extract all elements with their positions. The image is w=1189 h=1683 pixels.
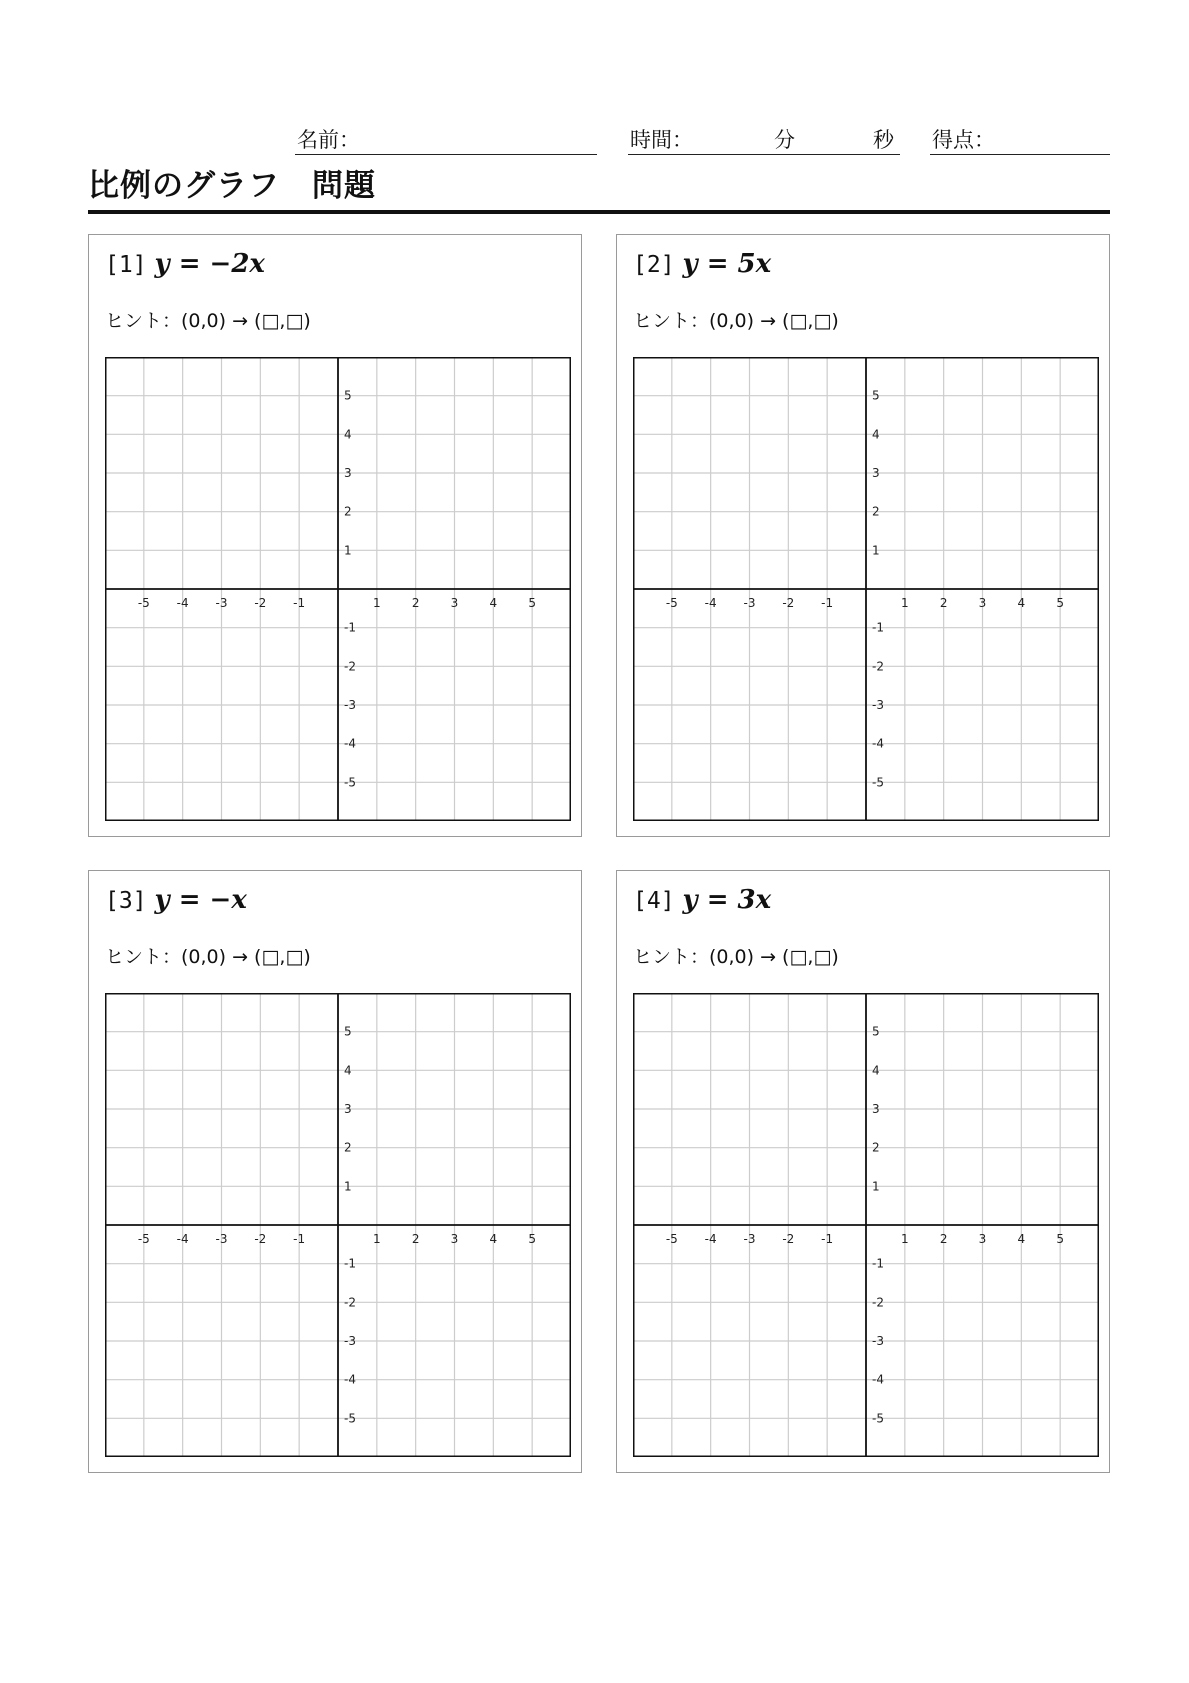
x-tick-label: -4 xyxy=(704,1232,717,1246)
problem-equation: y = −2x xyxy=(154,249,265,279)
x-tick-label: 2 xyxy=(939,596,948,610)
problem-heading xyxy=(633,885,771,915)
x-tick-label: -4 xyxy=(176,596,189,610)
y-tick-label: -3 xyxy=(344,1334,356,1348)
y-tick-label: 4 xyxy=(872,1063,880,1078)
x-tick-label: -1 xyxy=(293,1232,306,1246)
problem-heading xyxy=(633,249,771,279)
coordinate-grid[interactable] xyxy=(633,993,1099,1457)
minutes-label: 分 xyxy=(774,128,795,152)
time-label: 時間： xyxy=(630,128,693,152)
y-tick-label: 1 xyxy=(344,1179,352,1194)
x-tick-label: 3 xyxy=(450,596,459,610)
y-tick-label: 5 xyxy=(344,1024,352,1039)
problem-hint: ヒント：(0,0) → (□,□) xyxy=(633,310,839,332)
y-tick-label: -4 xyxy=(344,736,356,751)
page-title: 比例のグラフ 問題 xyxy=(88,168,376,204)
problem-panel-3 xyxy=(88,870,582,1473)
x-tick-label: -2 xyxy=(782,1232,795,1246)
coordinate-grid[interactable] xyxy=(105,993,571,1457)
y-tick-label: 2 xyxy=(872,1140,880,1155)
x-tick-label: 1 xyxy=(373,1232,381,1246)
y-tick-label: -5 xyxy=(872,1411,884,1426)
x-tick-label: -3 xyxy=(743,1232,756,1246)
x-tick-label: 2 xyxy=(411,596,420,610)
x-tick-label: 3 xyxy=(450,1232,459,1246)
x-tick-label: -5 xyxy=(665,596,678,610)
problem-number: [1] xyxy=(105,252,147,278)
y-tick-label: -1 xyxy=(344,620,356,635)
y-tick-label: 4 xyxy=(344,1063,352,1078)
x-tick-label: 5 xyxy=(528,596,536,610)
y-tick-label: -3 xyxy=(872,1334,884,1348)
coordinate-grid[interactable] xyxy=(633,357,1099,821)
score-field[interactable] xyxy=(930,154,1110,155)
problem-panel-1 xyxy=(88,234,582,837)
x-tick-label: 5 xyxy=(528,1232,536,1246)
y-tick-label: -4 xyxy=(872,736,884,751)
y-tick-label: -2 xyxy=(344,1295,356,1310)
x-tick-label: -1 xyxy=(293,596,306,610)
y-tick-label: -4 xyxy=(872,1372,884,1387)
problem-heading xyxy=(105,249,265,279)
y-tick-label: 5 xyxy=(344,388,352,403)
x-tick-label: -2 xyxy=(254,596,267,610)
x-tick-label: -4 xyxy=(704,596,717,610)
y-tick-label: -4 xyxy=(344,1372,356,1387)
x-tick-label: -3 xyxy=(215,596,228,610)
name-label: 名前： xyxy=(297,128,360,152)
problem-heading xyxy=(105,885,247,915)
x-tick-label: 2 xyxy=(411,1232,420,1246)
problem-panel-4 xyxy=(616,870,1110,1473)
x-tick-label: -5 xyxy=(665,1232,678,1246)
seconds-label: 秒 xyxy=(873,128,894,152)
score-label: 得点： xyxy=(932,128,995,152)
y-tick-label: -3 xyxy=(344,698,356,712)
y-tick-label: -2 xyxy=(872,659,884,674)
y-tick-label: 3 xyxy=(344,466,352,480)
x-tick-label: 4 xyxy=(1017,596,1026,610)
x-tick-label: 3 xyxy=(978,1232,987,1246)
problem-equation: y = 3x xyxy=(682,885,772,915)
problem-equation: y = −x xyxy=(154,885,247,915)
x-tick-label: 1 xyxy=(901,1232,909,1246)
x-tick-label: -2 xyxy=(782,596,795,610)
x-tick-label: -3 xyxy=(743,596,756,610)
x-tick-label: -5 xyxy=(137,1232,150,1246)
y-tick-label: -1 xyxy=(344,1256,356,1271)
problem-hint: ヒント：(0,0) → (□,□) xyxy=(105,946,311,968)
y-tick-label: 2 xyxy=(344,504,352,519)
x-tick-label: 5 xyxy=(1056,1232,1064,1246)
name-field[interactable] xyxy=(295,154,597,155)
x-tick-label: 4 xyxy=(489,596,498,610)
y-tick-label: -1 xyxy=(872,620,884,635)
y-tick-label: -5 xyxy=(872,775,884,790)
problem-number: [4] xyxy=(633,888,675,914)
y-tick-label: -5 xyxy=(344,775,356,790)
y-tick-label: 3 xyxy=(872,466,880,480)
x-tick-label: -2 xyxy=(254,1232,267,1246)
y-tick-label: 3 xyxy=(872,1102,880,1116)
y-tick-label: 2 xyxy=(344,1140,352,1155)
y-tick-label: 5 xyxy=(872,388,880,403)
x-tick-label: -3 xyxy=(215,1232,228,1246)
y-tick-label: 4 xyxy=(344,427,352,442)
problem-equation: y = 5x xyxy=(682,249,772,279)
x-tick-label: 5 xyxy=(1056,596,1064,610)
y-tick-label: 1 xyxy=(872,543,880,558)
y-tick-label: 1 xyxy=(344,543,352,558)
y-tick-label: -2 xyxy=(872,1295,884,1310)
problem-number: [2] xyxy=(633,252,675,278)
y-tick-label: 4 xyxy=(872,427,880,442)
y-tick-label: -5 xyxy=(344,1411,356,1426)
x-tick-label: 1 xyxy=(901,596,909,610)
x-tick-label: 4 xyxy=(1017,1232,1026,1246)
coordinate-grid[interactable] xyxy=(105,357,571,821)
x-tick-label: -5 xyxy=(137,596,150,610)
y-tick-label: -3 xyxy=(872,698,884,712)
y-tick-label: -2 xyxy=(344,659,356,674)
problem-hint: ヒント：(0,0) → (□,□) xyxy=(633,946,839,968)
problem-hint: ヒント：(0,0) → (□,□) xyxy=(105,310,311,332)
y-tick-label: 2 xyxy=(872,504,880,519)
x-tick-label: 4 xyxy=(489,1232,498,1246)
problem-number: [3] xyxy=(105,888,147,914)
y-tick-label: 3 xyxy=(344,1102,352,1116)
x-tick-label: -1 xyxy=(821,1232,834,1246)
x-tick-label: 3 xyxy=(978,596,987,610)
problem-panel-2 xyxy=(616,234,1110,837)
x-tick-label: 1 xyxy=(373,596,381,610)
x-tick-label: -4 xyxy=(176,1232,189,1246)
y-tick-label: 5 xyxy=(872,1024,880,1039)
x-tick-label: 2 xyxy=(939,1232,948,1246)
y-tick-label: -1 xyxy=(872,1256,884,1271)
y-tick-label: 1 xyxy=(872,1179,880,1194)
title-divider xyxy=(88,210,1110,214)
x-tick-label: -1 xyxy=(821,596,834,610)
time-field[interactable] xyxy=(628,154,900,155)
